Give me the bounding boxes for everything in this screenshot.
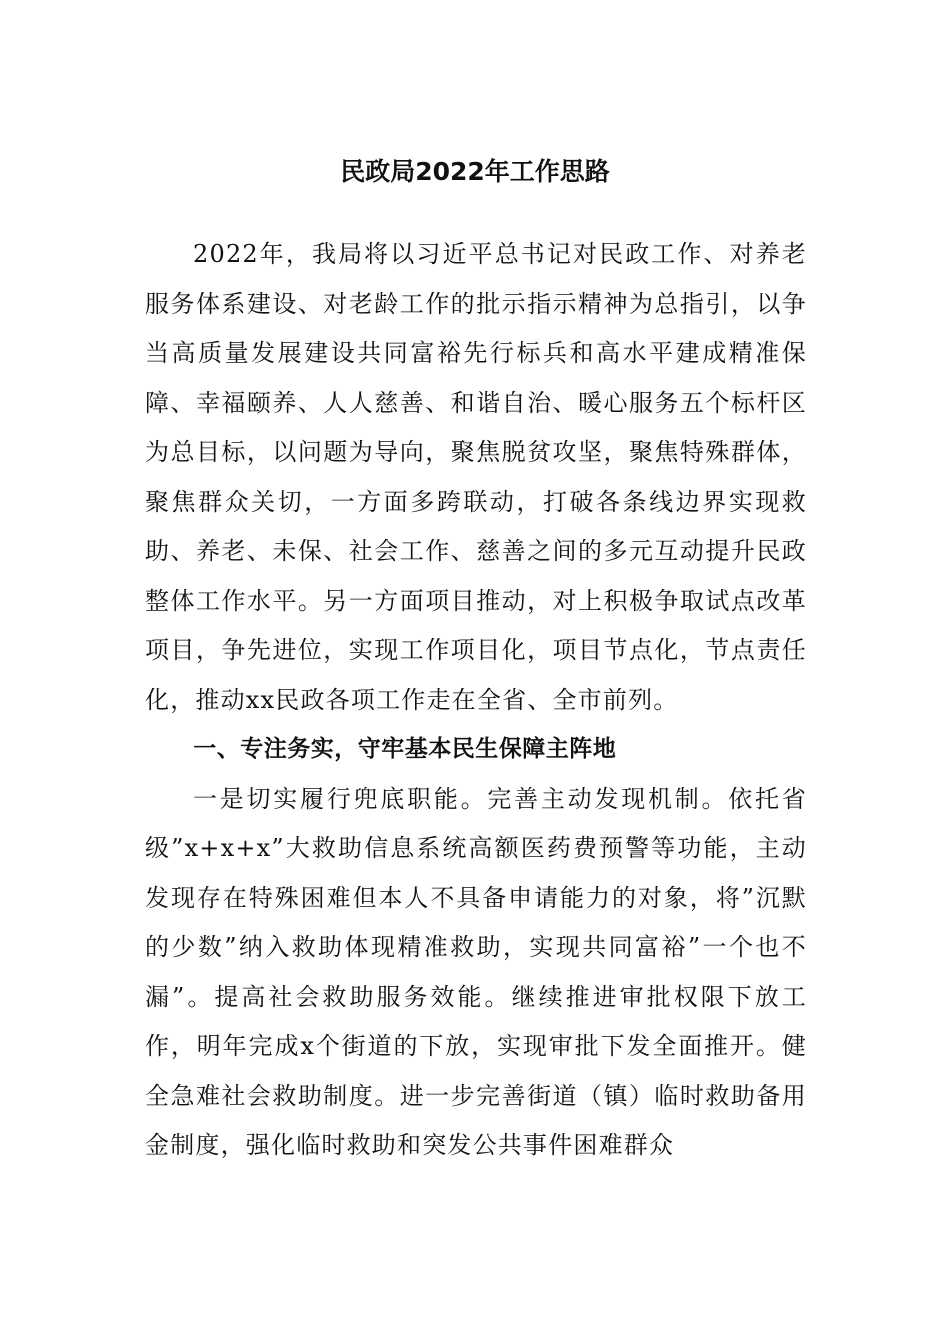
intro-paragraph: 2022年，我局将以习近平总书记对民政工作、对养老服务体系建设、对老龄工作的批示指示精神为总指引，以争当高质量发展建设共同富裕先行标兵和高水平建成精准保障、幸福颐养、人人慈善、和谐自治、暖心服务五个标杆区为总目标，以问题为导向，聚焦脱贫攻坚，聚焦特殊群体，聚焦群众关切，一方面多跨联动，打破各条线边界实现救助、养老、未保、社会工作、慈善之间的多元互动提升民政整体工作水平。另一方面项目推动，对上积极争取试点改革项目，争先进位，实现工作项目化，项目节点化，节点责任化，推动xx民政各项工作走在全省、全市前列。 (145, 240, 807, 714)
document-body (145, 230, 807, 1171)
section-paragraph: 一是切实履行兜底职能。完善主动发现机制。依托省级”x+x+x”大救助信息系统高额医药费预警等功能，主动发现存在特殊困难但本人不具备申请能力的对象，将”沉默的少数”纳入救助体现精准救助，实现共同富裕”一个也不漏”。提高社会救助服务效能。继续推进审批权限下放工作，明年完成x个街道的下放，实现审批下发全面推开。健全急难社会救助制度。进一步完善街道（镇）临时救助备用金制度，强化临时救助和突发公共事件困难群众 (145, 784, 807, 1159)
section-heading: 一、专注务实，守牢基本民生保障主阵地 (193, 736, 617, 762)
document-title: 民政局2022年工作思路 (340, 157, 610, 186)
